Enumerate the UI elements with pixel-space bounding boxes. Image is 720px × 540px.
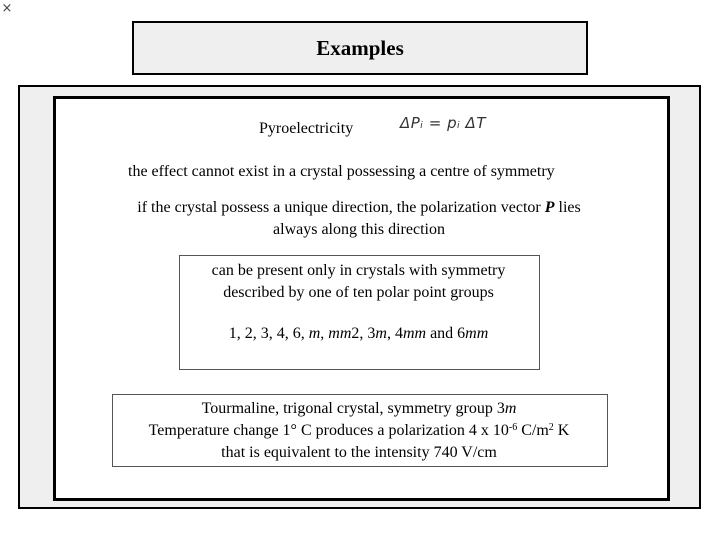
group-3m-letter: m <box>375 325 387 342</box>
group-mm2-number: 2 <box>351 325 360 342</box>
group-m: m <box>308 325 321 342</box>
group-mm2-letters: mm <box>328 325 352 342</box>
symmetry-box-text <box>179 260 538 304</box>
title-banner <box>132 21 588 75</box>
groups-sep2: , 3 <box>359 325 376 342</box>
tourmaline-area-exponent: 2 <box>548 422 554 433</box>
statement-unique-direction-post: lies <box>554 199 581 216</box>
polar-point-groups <box>179 323 538 345</box>
statement-unique-direction-line2: always along this direction <box>273 221 445 238</box>
group-4mm-letters: mm <box>402 325 427 342</box>
groups-sep3: , 4 <box>386 325 403 342</box>
statement-unique-direction <box>104 197 614 241</box>
tourmaline-box-text <box>112 398 606 464</box>
tourmaline-exponent: -6 <box>508 422 518 433</box>
tourmaline-line2-a: Temperature change 1° C produces a polarization 4 x 10 <box>148 422 509 439</box>
statement-centre-symmetry: the effect cannot exist in a crystal possessing a centre of symmetry <box>128 163 555 180</box>
groups-sep1: , <box>320 325 329 342</box>
groups-plain: 1, 2, 3, 4, 6, <box>228 325 309 342</box>
pyro-formula: ΔPᵢ = pᵢ ΔT <box>400 114 486 132</box>
tourmaline-line2-b: C/m <box>517 422 549 439</box>
polarization-vector-symbol: P <box>544 199 555 216</box>
close-icon[interactable]: × <box>1 1 13 16</box>
tourmaline-line3: that is equivalent to the intensity 740 V/cm <box>221 444 497 461</box>
pyro-label: Pyroelectricity <box>259 120 354 137</box>
tourmaline-line2-c: K <box>553 422 570 439</box>
symmetry-line1: can be present only in crystals with symmetry <box>211 262 506 279</box>
group-6mm-letters: mm <box>465 325 489 342</box>
tourmaline-group-letter: m <box>504 400 517 417</box>
symmetry-line2: described by one of ten polar point groups <box>223 284 494 301</box>
statement-unique-direction-pre: if the crystal possess a unique direction, the polarization vector <box>137 199 545 216</box>
groups-sep4: and 6 <box>426 325 466 342</box>
tourmaline-line1: Tourmaline, trigonal crystal, symmetry group 3 <box>201 400 505 417</box>
page-title: Examples <box>316 35 404 60</box>
